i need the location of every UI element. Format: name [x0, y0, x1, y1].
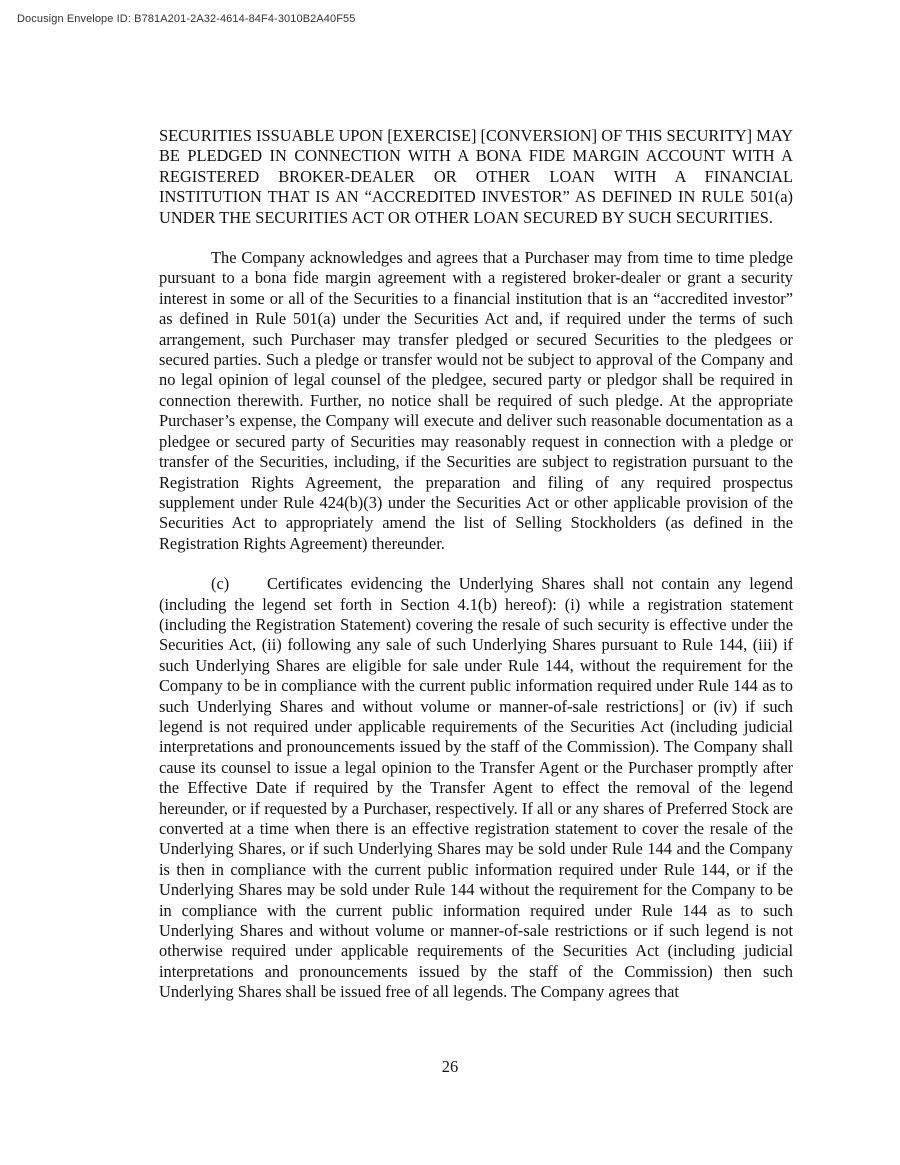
pledge-paragraph: The Company acknowledges and agrees that a Purchaser may from time to time pledge pursuant to a bona fide margin agreement with a registered broker-dealer or grant a security interest in some or all of the Securities to a financial institution that is an “accredited investor” as defined in Rule 501(a) under the Securities Act and, if required under the terms of such arrangement, such Purchaser may transfer pledged or secured Securities to the pledgees or secured parties. Such a pledge or transfer would not be subject to approval of the Company and no legal opinion of legal counsel of the pledgee, secured party or pledgor shall be required in connection therewith. Further, no notice shall be required of such pledge. At the appropriate Purchaser’s expense, the Company will execute and deliver such reasonable documentation as a pledgee or secured party of Securities may reasonably request in connection with a pledge or transfer of the Securities, including, if the Securities are subject to registration pursuant to the Registration Rights Agreement, the preparation and filing of any required prospectus supplement under Rule 424(b)(3) under the Securities Act or other applicable provision of the Securities Act to appropriately amend the list of Selling Stockholders (as defined in the Registration Rights Agreement) thereunder.	[159, 248, 793, 553]
docusign-envelope-id: Docusign Envelope ID: B781A201-2A32-4614-84F4-3010B2A40F55	[17, 13, 356, 25]
document-body	[159, 122, 793, 1003]
page-number: 26	[441, 1057, 459, 1076]
section-c-paragraph	[159, 574, 793, 1003]
section-c-label: (c)	[211, 574, 230, 594]
legend-text-tail: SECURITIES ISSUABLE UPON [EXERCISE] [CONVERSION] OF THIS SECURITY] MAY BE PLEDGED IN CONNECTION WITH A BONA FIDE MARGIN ACCOUNT WITH A REGISTERED BROKER-DEALER OR OTHER LOAN WITH A FINANCIAL INSTITUTION THAT IS AN “ACCREDITED INVESTOR” AS DEFINED IN RULE 501(a) UNDER THE SECURITIES ACT OR OTHER LOAN SECURED BY SUCH SECURITIES.	[159, 126, 793, 227]
section-c-text: Certificates evidencing the Underlying Shares shall not contain any legend (including the legend set forth in Section 4.1(b) hereof): (i) while a registration statement (including the Registration Statement) covering the resale of such security is effective under the Securities Act, (ii) following any sale of such Underlying Shares pursuant to Rule 144, (iii) if such Underlying Shares are eligible for sale under Rule 144, without the requirement for the Company to be in compliance with the current public information required under Rule 144 as to such Underlying Shares and without volume or manner-of-sale restrictions] or (iv) if such legend is not required under applicable requirements of the Securities Act (including judicial interpretations and pronouncements issued by the staff of the Commission). The Company shall cause its counsel to issue a legal opinion to the Transfer Agent or the Purchaser promptly after the Effective Date if required by the Transfer Agent to effect the removal of the legend hereunder, or if requested by a Purchaser, respectively. If all or any shares of Preferred Stock are converted at a time when there is an effective registration statement to cover the resale of the Underlying Shares, or if such Underlying Shares may be sold under Rule 144 and the Company is then in compliance with the current public information required under Rule 144, or if the Underlying Shares may be sold under Rule 144 without the requirement for the Company to be in compliance with the current public information required under Rule 144 as to such Underlying Shares and without volume or manner-of-sale restrictions or if such legend is not otherwise required under applicable requirements of the Securities Act (including judicial interpretations and pronouncements issued by the staff of the Commission) then such Underlying Shares shall be issued free of all legends. The Company agrees that	[159, 574, 793, 1002]
